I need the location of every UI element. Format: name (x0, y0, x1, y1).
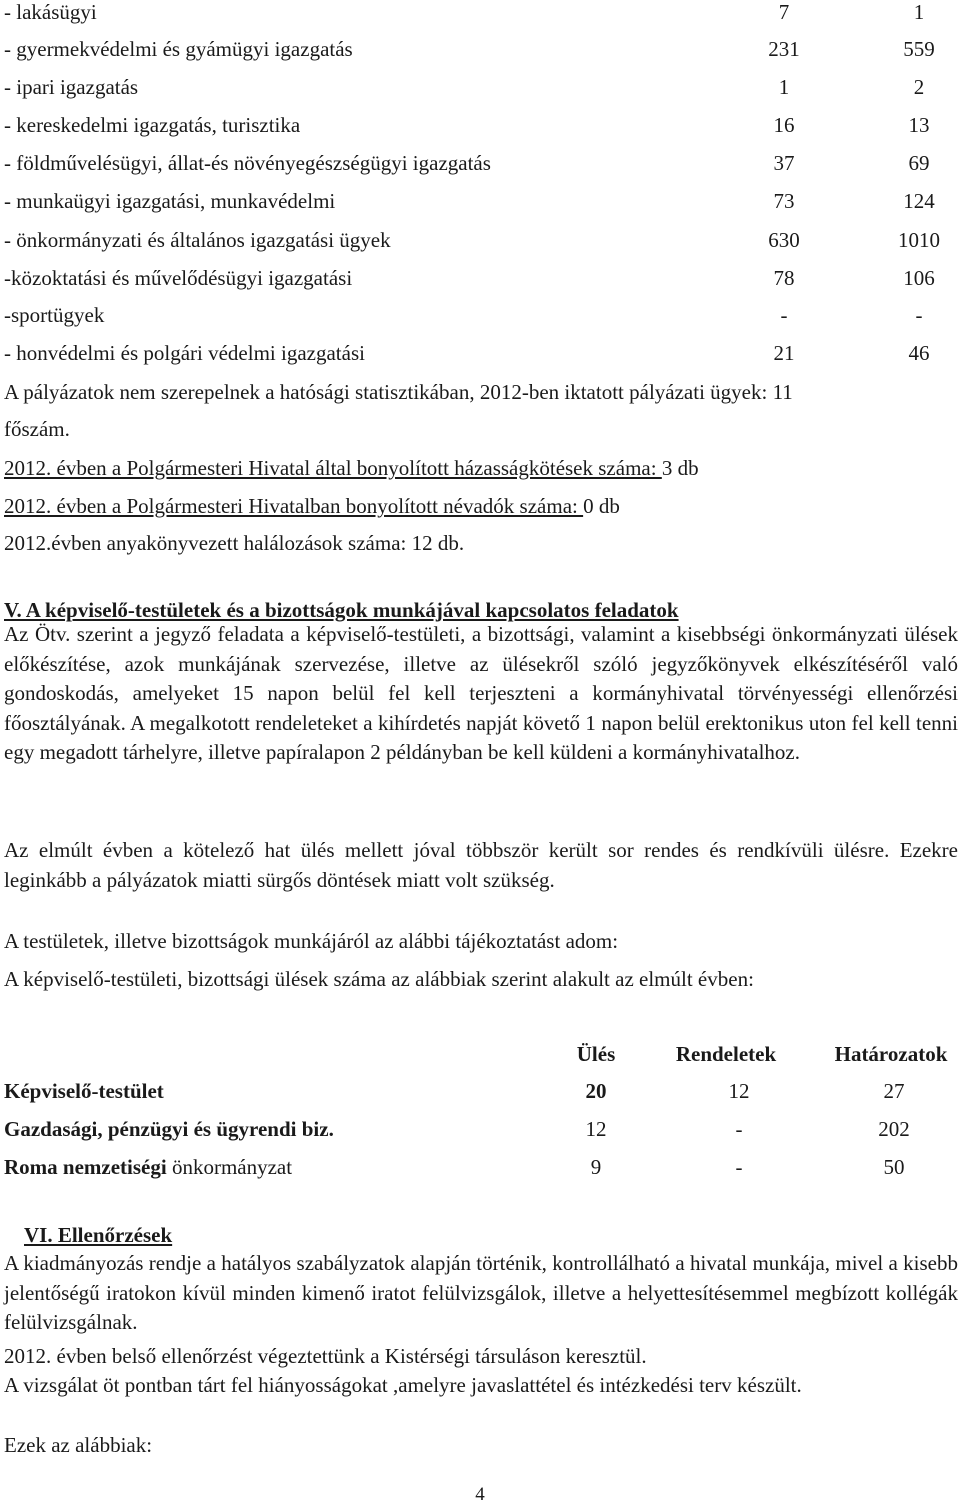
regulations-count: 12 (728, 1079, 750, 1103)
column-header: Rendeletek (675, 1042, 777, 1066)
regulations-count: - (735, 1117, 743, 1141)
case-count-2012: 124 (903, 189, 935, 213)
case-count-2011: 78 (773, 266, 795, 290)
case-type-label: - ipari igazgatás (4, 75, 139, 99)
section-5-paragraph-1: Az Ötv. szerint a jegyző feladata a képviselő-testületi, a bizottsági, valamint a kisebbségi önkormányzati ülések előkészítése, azok munkájának szervezése, illetve az ülésekről szóló jegyzőkönyvek elkészítéséről való gondoskodás, amelyeket 15 napon belül fel kell terjeszteni a kormányhivatal törvényességi ellenőrzési főosztályának. A megalkotott rendeleteket a kihírdetés napját követő 1 napon belül erektonikus uton fel kell tenni egy megadott tárhelyre, illetve papíralapon 2 példányban be kell küldeni a kormányhivatalhoz. (4, 622, 958, 764)
section-5-heading: V. A képviselő-testületek és a bizottságok munkájával kapcsolatos feladatok (4, 598, 679, 622)
section-6-paragraph-4: Ezek az alábbiak: (4, 1433, 153, 1457)
body-name (4, 1151, 292, 1183)
marriages-line (4, 453, 699, 483)
case-count-2011: 7 (778, 0, 790, 24)
section-6-paragraph-3: A vizsgálat öt pontban tárt fel hiányosságokat ,amelyre javaslattétel és intézkedési terv készült. (4, 1373, 802, 1397)
case-count-2012: - (915, 303, 923, 327)
case-type-label: - lakásügyi (4, 0, 97, 24)
case-count-2012: 1010 (898, 228, 940, 252)
case-type-label: - honvédelmi és polgári védelmi igazgatási (4, 341, 365, 365)
list-item (4, 186, 954, 216)
list-item (4, 72, 954, 102)
section-5-paragraph-4: A képviselő-testületi, bizottsági ülések száma az alábbiak szerint alakult az elmúlt évben: (4, 967, 754, 991)
table-row (4, 1151, 960, 1183)
case-type-label: - kereskedelmi igazgatás, turisztika (4, 113, 301, 137)
case-count-2012: 106 (903, 266, 935, 290)
list-item (4, 225, 954, 255)
list-item (4, 34, 954, 64)
list-item (4, 263, 954, 293)
resolutions-count: 202 (878, 1117, 910, 1141)
section-6-heading: VI. Ellenőrzések (24, 1223, 173, 1247)
case-type-label: -közoktatási és művelődésügyi igazgatási (4, 266, 353, 290)
section-6-paragraph-2: 2012. évben belső ellenőrzést végeztettünk a Kistérségi társuláson keresztül. (4, 1344, 647, 1368)
page-number: 4 (475, 1484, 485, 1505)
body-name (4, 1113, 334, 1145)
namegiving-value: 0 db (583, 494, 620, 518)
case-count-2011: 1 (778, 75, 790, 99)
resolutions-count: 50 (883, 1155, 905, 1179)
meetings-count: 20 (585, 1079, 607, 1103)
meetings-count: 9 (590, 1155, 602, 1179)
case-count-2012: 1 (913, 0, 925, 24)
body-name-bold: Képviselő-testület (4, 1079, 164, 1103)
case-type-label: - gyermekvédelmi és gyámügyi igazgatás (4, 37, 353, 61)
section-5-paragraph-2: Az elmúlt évben a kötelező hat ülés mellett jóval többször került sor rendes és rendkívüli ülésre. Ezekre leginkább a pályázatok miatti sürgős döntések miatt volt szükség. (4, 838, 958, 892)
case-count-2012: 69 (908, 151, 930, 175)
column-header: Ülés (576, 1042, 616, 1066)
list-item (4, 300, 954, 330)
namegiving-text: 2012. évben a Polgármesteri Hivatalban bonyolított névadók száma: (4, 494, 584, 518)
list-item (4, 338, 954, 368)
body-name-bold: Gazdasági, pénzügyi és ügyrendi biz. (4, 1117, 334, 1141)
deaths-line: 2012.évben anyakönyvezett halálozások száma: 12 db. (4, 531, 465, 555)
applications-note-line1: A pályázatok nem szerepelnek a hatósági statisztikában, 2012-ben iktatott pályázati ügyek: 11 (4, 380, 793, 404)
applications-note-line2: főszám. (4, 417, 70, 441)
case-count-2012: 46 (908, 341, 930, 365)
list-item (4, 148, 954, 178)
table-row (4, 1075, 960, 1107)
regulations-count: - (735, 1155, 743, 1179)
case-count-2011: 37 (773, 151, 795, 175)
column-header: Határozatok (834, 1042, 948, 1066)
body-name-bold: Roma nemzetiségi (4, 1155, 167, 1179)
case-count-2011: 16 (773, 113, 795, 137)
case-type-label: -sportügyek (4, 303, 105, 327)
case-count-2011: - (780, 303, 788, 327)
case-count-2011: 630 (768, 228, 800, 252)
case-count-2011: 231 (768, 37, 800, 61)
case-count-2011: 73 (773, 189, 795, 213)
case-type-label: - önkormányzati és általános igazgatási ügyek (4, 228, 391, 252)
table-row (4, 1113, 960, 1145)
section-5-paragraph-3: A testületek, illetve bizottságok munkájáról az alábbi tájékoztatást adom: (4, 929, 619, 953)
resolutions-count: 27 (883, 1079, 905, 1103)
marriages-text: 2012. évben a Polgármesteri Hivatal által bonyolított házasságkötések száma: (4, 456, 662, 480)
body-name-rest: önkormányzat (166, 1155, 293, 1179)
case-count-2012: 559 (903, 37, 935, 61)
body-name (4, 1075, 164, 1107)
namegiving-line (4, 491, 620, 521)
case-count-2012: 2 (913, 75, 925, 99)
case-type-label: - munkaügyi igazgatási, munkavédelmi (4, 189, 336, 213)
case-count-2011: 21 (773, 341, 795, 365)
case-count-2012: 13 (908, 113, 930, 137)
list-item (4, 0, 954, 27)
section-6-paragraph-1: A kiadmányozás rendje a hatályos szabályzatok alapján történik, kontrollálható a hivatal munkája, mivel a kisebb jelentőségű iratokon kívül minden kimenő iratot felülvizsgálok, illetve a helyettesítésemmel megbízott kollégák felülvizsgálnak. (4, 1251, 958, 1334)
list-item (4, 110, 954, 140)
meetings-count: 12 (585, 1117, 607, 1141)
marriages-value: 3 db (661, 456, 699, 480)
case-type-label: - földművelésügyi, állat-és növényegészségügyi igazgatás (4, 151, 491, 175)
